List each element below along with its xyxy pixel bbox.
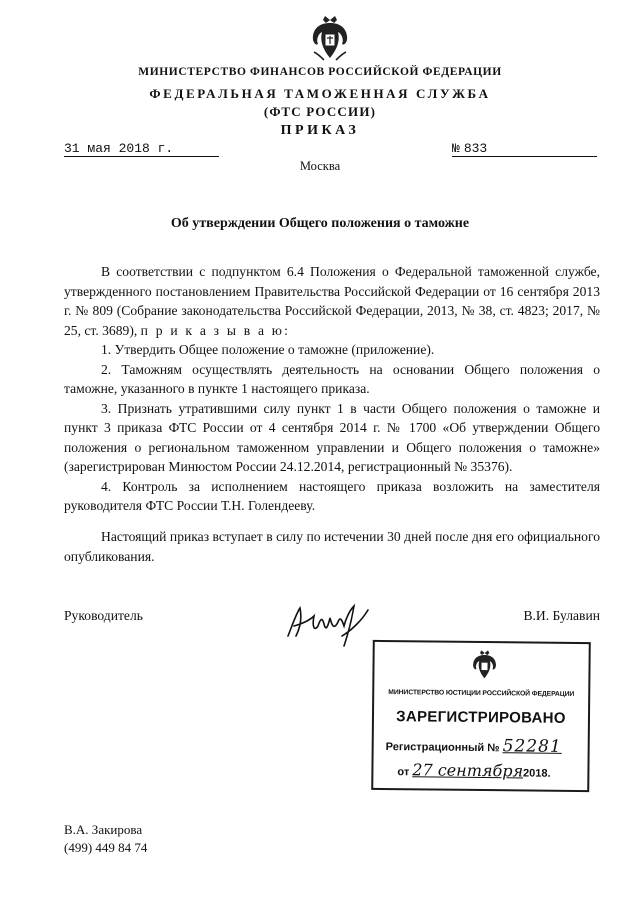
stamp-ministry: МИНИСТЕРСТВО ЮСТИЦИИ РОССИЙСКОЙ ФЕДЕРАЦИИ <box>388 689 575 698</box>
order-number-prefix: № <box>452 141 460 156</box>
effective-clause <box>64 527 600 566</box>
stamp-reg-number: 52281 <box>502 736 562 757</box>
document-type: ПРИКАЗ <box>280 123 360 138</box>
order-number <box>452 139 597 157</box>
stamp-emblem-icon <box>470 649 498 681</box>
stamp-date-handwritten: 27 сентября <box>412 760 524 781</box>
order-date <box>64 139 219 157</box>
executor-info <box>64 821 147 857</box>
order-number-value: 833 <box>463 141 488 156</box>
handwritten-signature <box>282 596 374 648</box>
service-abbreviation: (ФТС РОССИИ) <box>263 104 377 119</box>
ministry-heading: МИНИСТЕРСТВО ФИНАНСОВ РОССИЙСКОЙ ФЕДЕРАЦИИ <box>138 66 502 78</box>
state-emblem-icon <box>310 14 350 62</box>
stamp-registration-date <box>397 760 550 781</box>
city: Москва <box>299 159 341 173</box>
preamble-text: В соответствии с подпунктом 6.4 Положения о Федеральной таможенной службе, утвержденного постановлением Правительства Российской Федерации от 16 сентября 2013 г. № 809 (Собрание законодательства Российской Федерации, 2013, № 38, ст. 4823; 2017, № 25, ст. 3689), <box>64 264 600 338</box>
stamp-reg-label: Регистрационный № <box>385 741 500 755</box>
stamp-year: 2018. <box>523 767 551 780</box>
document-title: Об утверждении Общего положения о таможне <box>170 216 470 231</box>
order-item: 4. Контроль за исполнением настоящего приказа возложить на заместителя руководителя ФТС России Т.Н. Голендееву. <box>64 478 600 513</box>
effective-text: Настоящий приказ вступает в силу по истечении 30 дней после дня его официального опубликования. <box>64 529 600 564</box>
executor-phone: (499) 449 84 74 <box>64 840 148 855</box>
order-body <box>64 262 600 516</box>
service-heading: ФЕДЕРАЛЬНАЯ ТАМОЖЕННАЯ СЛУЖБА <box>149 86 491 101</box>
order-item: 1. Утвердить Общее положение о таможне (приложение). <box>101 342 435 357</box>
stamp-registration-number <box>386 735 562 757</box>
order-item: 2. Таможням осуществлять деятельность на основании Общего положения о таможне, указанного в пункте 1 настоящего приказа. <box>64 361 600 396</box>
signatory-position: Руководитель <box>64 608 143 623</box>
order-word: п р и к а з ы в а ю: <box>140 322 291 338</box>
order-date-value: 31 мая 2018 г. <box>64 141 174 156</box>
order-item: 3. Признать утратившими силу пункт 1 в части Общего положения о таможне и пункт 3 приказа ФТС России от 4 сентября 2014 г. № 1700 «Об утверждении Общего положения о региональном таможенном управлении и Общего положения о таможне» (зарегистрирован Минюстом России 24.12.2014, регистрационный № 35376). <box>64 400 600 474</box>
preamble <box>64 262 600 340</box>
signatory-name: В.И. Булавин <box>523 608 600 623</box>
stamp-registered: ЗАРЕГИСТРИРОВАНО <box>396 708 566 727</box>
stamp-date-prefix: от <box>397 766 410 779</box>
registration-stamp <box>371 640 591 792</box>
executor-name: В.А. Закирова <box>64 822 143 837</box>
